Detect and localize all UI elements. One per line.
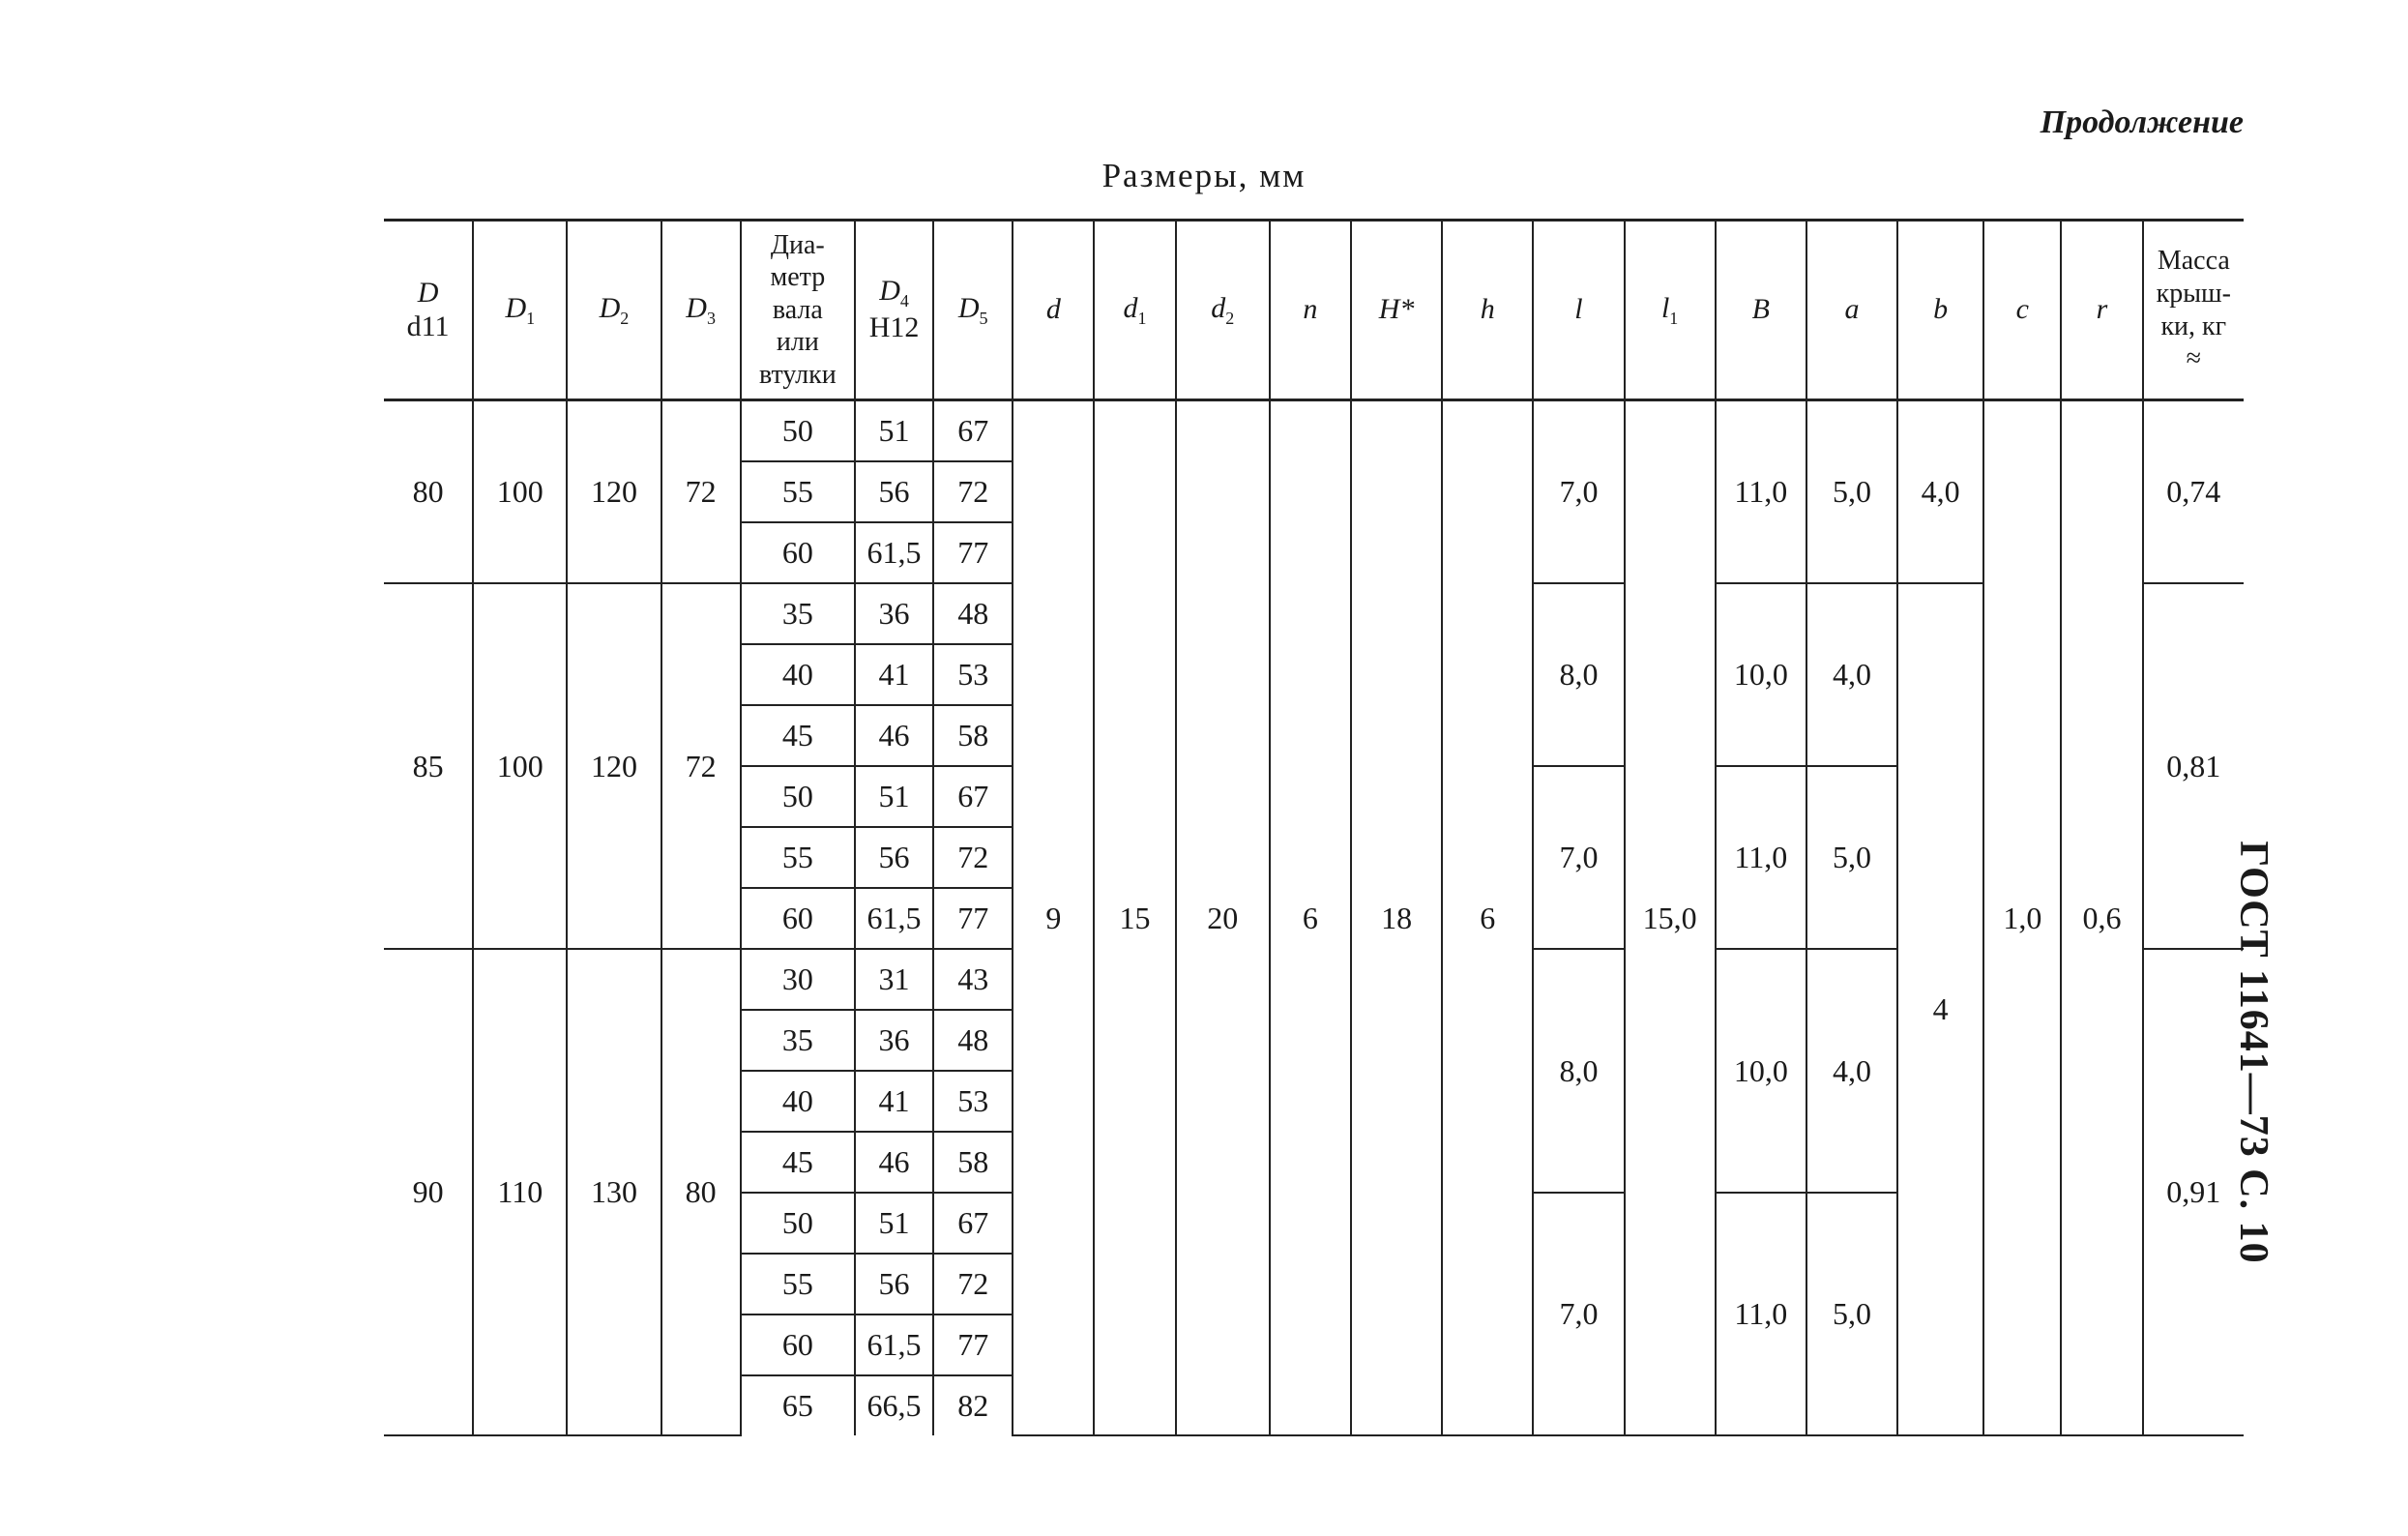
cell-D5: 58 [933, 705, 1013, 766]
cell-l: 8,0 [1533, 583, 1624, 766]
cell-D5: 77 [933, 888, 1013, 949]
cell-shaft: 55 [741, 461, 855, 522]
cell-shaft: 60 [741, 888, 855, 949]
cell-D4: 51 [855, 766, 933, 827]
cell-D5: 53 [933, 644, 1013, 705]
cell-D5: 82 [933, 1375, 1013, 1435]
cell-D5: 72 [933, 827, 1013, 888]
cell-B: 11,0 [1716, 400, 1806, 584]
header-D1: $D_1$ [473, 221, 567, 400]
cell-d1: 15 [1094, 400, 1175, 1436]
cell-r: 0,6 [2061, 400, 2142, 1436]
cell-D5: 77 [933, 522, 1013, 583]
cell-D4: 51 [855, 1193, 933, 1254]
cell-D2: 130 [567, 949, 661, 1435]
cell-D2: 120 [567, 400, 661, 584]
cell-D3: 72 [661, 583, 741, 949]
dimensions-table [384, 219, 2244, 1436]
cell-b: 4,0 [1897, 400, 1983, 584]
cell-B: 11,0 [1716, 1193, 1806, 1435]
cell-shaft: 30 [741, 949, 855, 1010]
cell-D5: 48 [933, 583, 1013, 644]
cell-D4: 61,5 [855, 1314, 933, 1375]
cell-shaft: 50 [741, 1193, 855, 1254]
cell-shaft: 60 [741, 1314, 855, 1375]
cell-D5: 72 [933, 1254, 1013, 1314]
header-d2: $d_2$ [1176, 221, 1270, 400]
header-l: l [1533, 221, 1624, 400]
cell-H: 18 [1351, 400, 1442, 1436]
header-l1: $l_1$ [1625, 221, 1716, 400]
header-D4: $D_4$ H12 [855, 221, 933, 400]
header-a: a [1806, 221, 1897, 400]
cell-D4: 56 [855, 1254, 933, 1314]
cell-D5: 48 [933, 1010, 1013, 1071]
cell-D5: 67 [933, 766, 1013, 827]
cell-shaft: 35 [741, 583, 855, 644]
cell-D4: 36 [855, 583, 933, 644]
header-d: d [1013, 221, 1094, 400]
cell-mass: 0,91 [2143, 949, 2244, 1435]
cell-mass: 0,81 [2143, 583, 2244, 949]
cell-shaft: 35 [741, 1010, 855, 1071]
header-c: c [1983, 221, 2061, 400]
cell-n: 6 [1270, 400, 1351, 1436]
cell-D4: 41 [855, 1071, 933, 1132]
cell-a: 4,0 [1806, 583, 1897, 766]
cell-D4: 31 [855, 949, 933, 1010]
cell-b: 4 [1897, 583, 1983, 1435]
cell-D4: 36 [855, 1010, 933, 1071]
table-row [384, 400, 2244, 462]
cell-D4: 56 [855, 461, 933, 522]
header-shaft-diameter: Диа- метр вала или втулки [741, 221, 855, 400]
cell-c: 1,0 [1983, 400, 2061, 1436]
cell-l: 8,0 [1533, 949, 1624, 1193]
table-caption: Размеры, мм [1101, 157, 1307, 194]
cell-a: 5,0 [1806, 1193, 1897, 1435]
document-standard-label: ГОСТ 11641—73 С. 10 [2231, 841, 2276, 1264]
cell-l: 7,0 [1533, 766, 1624, 949]
cell-shaft: 60 [741, 522, 855, 583]
cell-D5: 43 [933, 949, 1013, 1010]
cell-D: 85 [384, 583, 473, 949]
cell-shaft: 50 [741, 400, 855, 462]
cell-l: 7,0 [1533, 1193, 1624, 1435]
cell-D5: 67 [933, 400, 1013, 462]
header-d1: $d_1$ [1094, 221, 1175, 400]
cell-shaft: 55 [741, 827, 855, 888]
cell-shaft: 40 [741, 644, 855, 705]
cell-D5: 77 [933, 1314, 1013, 1375]
cell-D4: 41 [855, 644, 933, 705]
cell-D5: 72 [933, 461, 1013, 522]
cell-D1: 110 [473, 949, 567, 1435]
cell-h: 6 [1442, 400, 1533, 1436]
cell-D4: 61,5 [855, 888, 933, 949]
header-H: H* [1351, 221, 1442, 400]
header-B: B [1716, 221, 1806, 400]
cell-B: 10,0 [1716, 949, 1806, 1193]
cell-D2: 120 [567, 583, 661, 949]
cell-D5: 67 [933, 1193, 1013, 1254]
cell-l1: 15,0 [1625, 400, 1716, 1436]
cell-a: 4,0 [1806, 949, 1897, 1193]
cell-mass: 0,74 [2143, 400, 2244, 584]
cell-d2: 20 [1176, 400, 1270, 1436]
header-mass: Масса крыш- ки, кг ≈ [2143, 221, 2244, 400]
cell-shaft: 50 [741, 766, 855, 827]
cell-shaft: 55 [741, 1254, 855, 1314]
header-b: b [1897, 221, 1983, 400]
header-D5: $D_5$ [933, 221, 1013, 400]
cell-D1: 100 [473, 400, 567, 584]
cell-shaft: 40 [741, 1071, 855, 1132]
cell-D3: 72 [661, 400, 741, 584]
cell-shaft: 45 [741, 1132, 855, 1193]
cell-a: 5,0 [1806, 766, 1897, 949]
header-D3: $D_3$ [661, 221, 741, 400]
header-r: r [2061, 221, 2142, 400]
cell-D4: 66,5 [855, 1375, 933, 1435]
cell-l: 7,0 [1533, 400, 1624, 584]
cell-shaft: 45 [741, 705, 855, 766]
cell-D5: 58 [933, 1132, 1013, 1193]
cell-D3: 80 [661, 949, 741, 1435]
cell-shaft: 65 [741, 1375, 855, 1435]
cell-B: 11,0 [1716, 766, 1806, 949]
cell-a: 5,0 [1806, 400, 1897, 584]
cell-D1: 100 [473, 583, 567, 949]
cell-B: 10,0 [1716, 583, 1806, 766]
header-D: D d11 [384, 221, 473, 400]
header-row [384, 221, 2244, 400]
continuation-label: Продолжение [2040, 104, 2244, 140]
cell-D4: 51 [855, 400, 933, 462]
cell-D4: 56 [855, 827, 933, 888]
header-n: n [1270, 221, 1351, 400]
cell-D4: 46 [855, 705, 933, 766]
cell-D4: 61,5 [855, 522, 933, 583]
header-D2: $D_2$ [567, 221, 661, 400]
header-h: h [1442, 221, 1533, 400]
cell-d: 9 [1013, 400, 1094, 1436]
cell-D5: 53 [933, 1071, 1013, 1132]
cell-D4: 46 [855, 1132, 933, 1193]
cell-D: 80 [384, 400, 473, 584]
cell-D: 90 [384, 949, 473, 1435]
